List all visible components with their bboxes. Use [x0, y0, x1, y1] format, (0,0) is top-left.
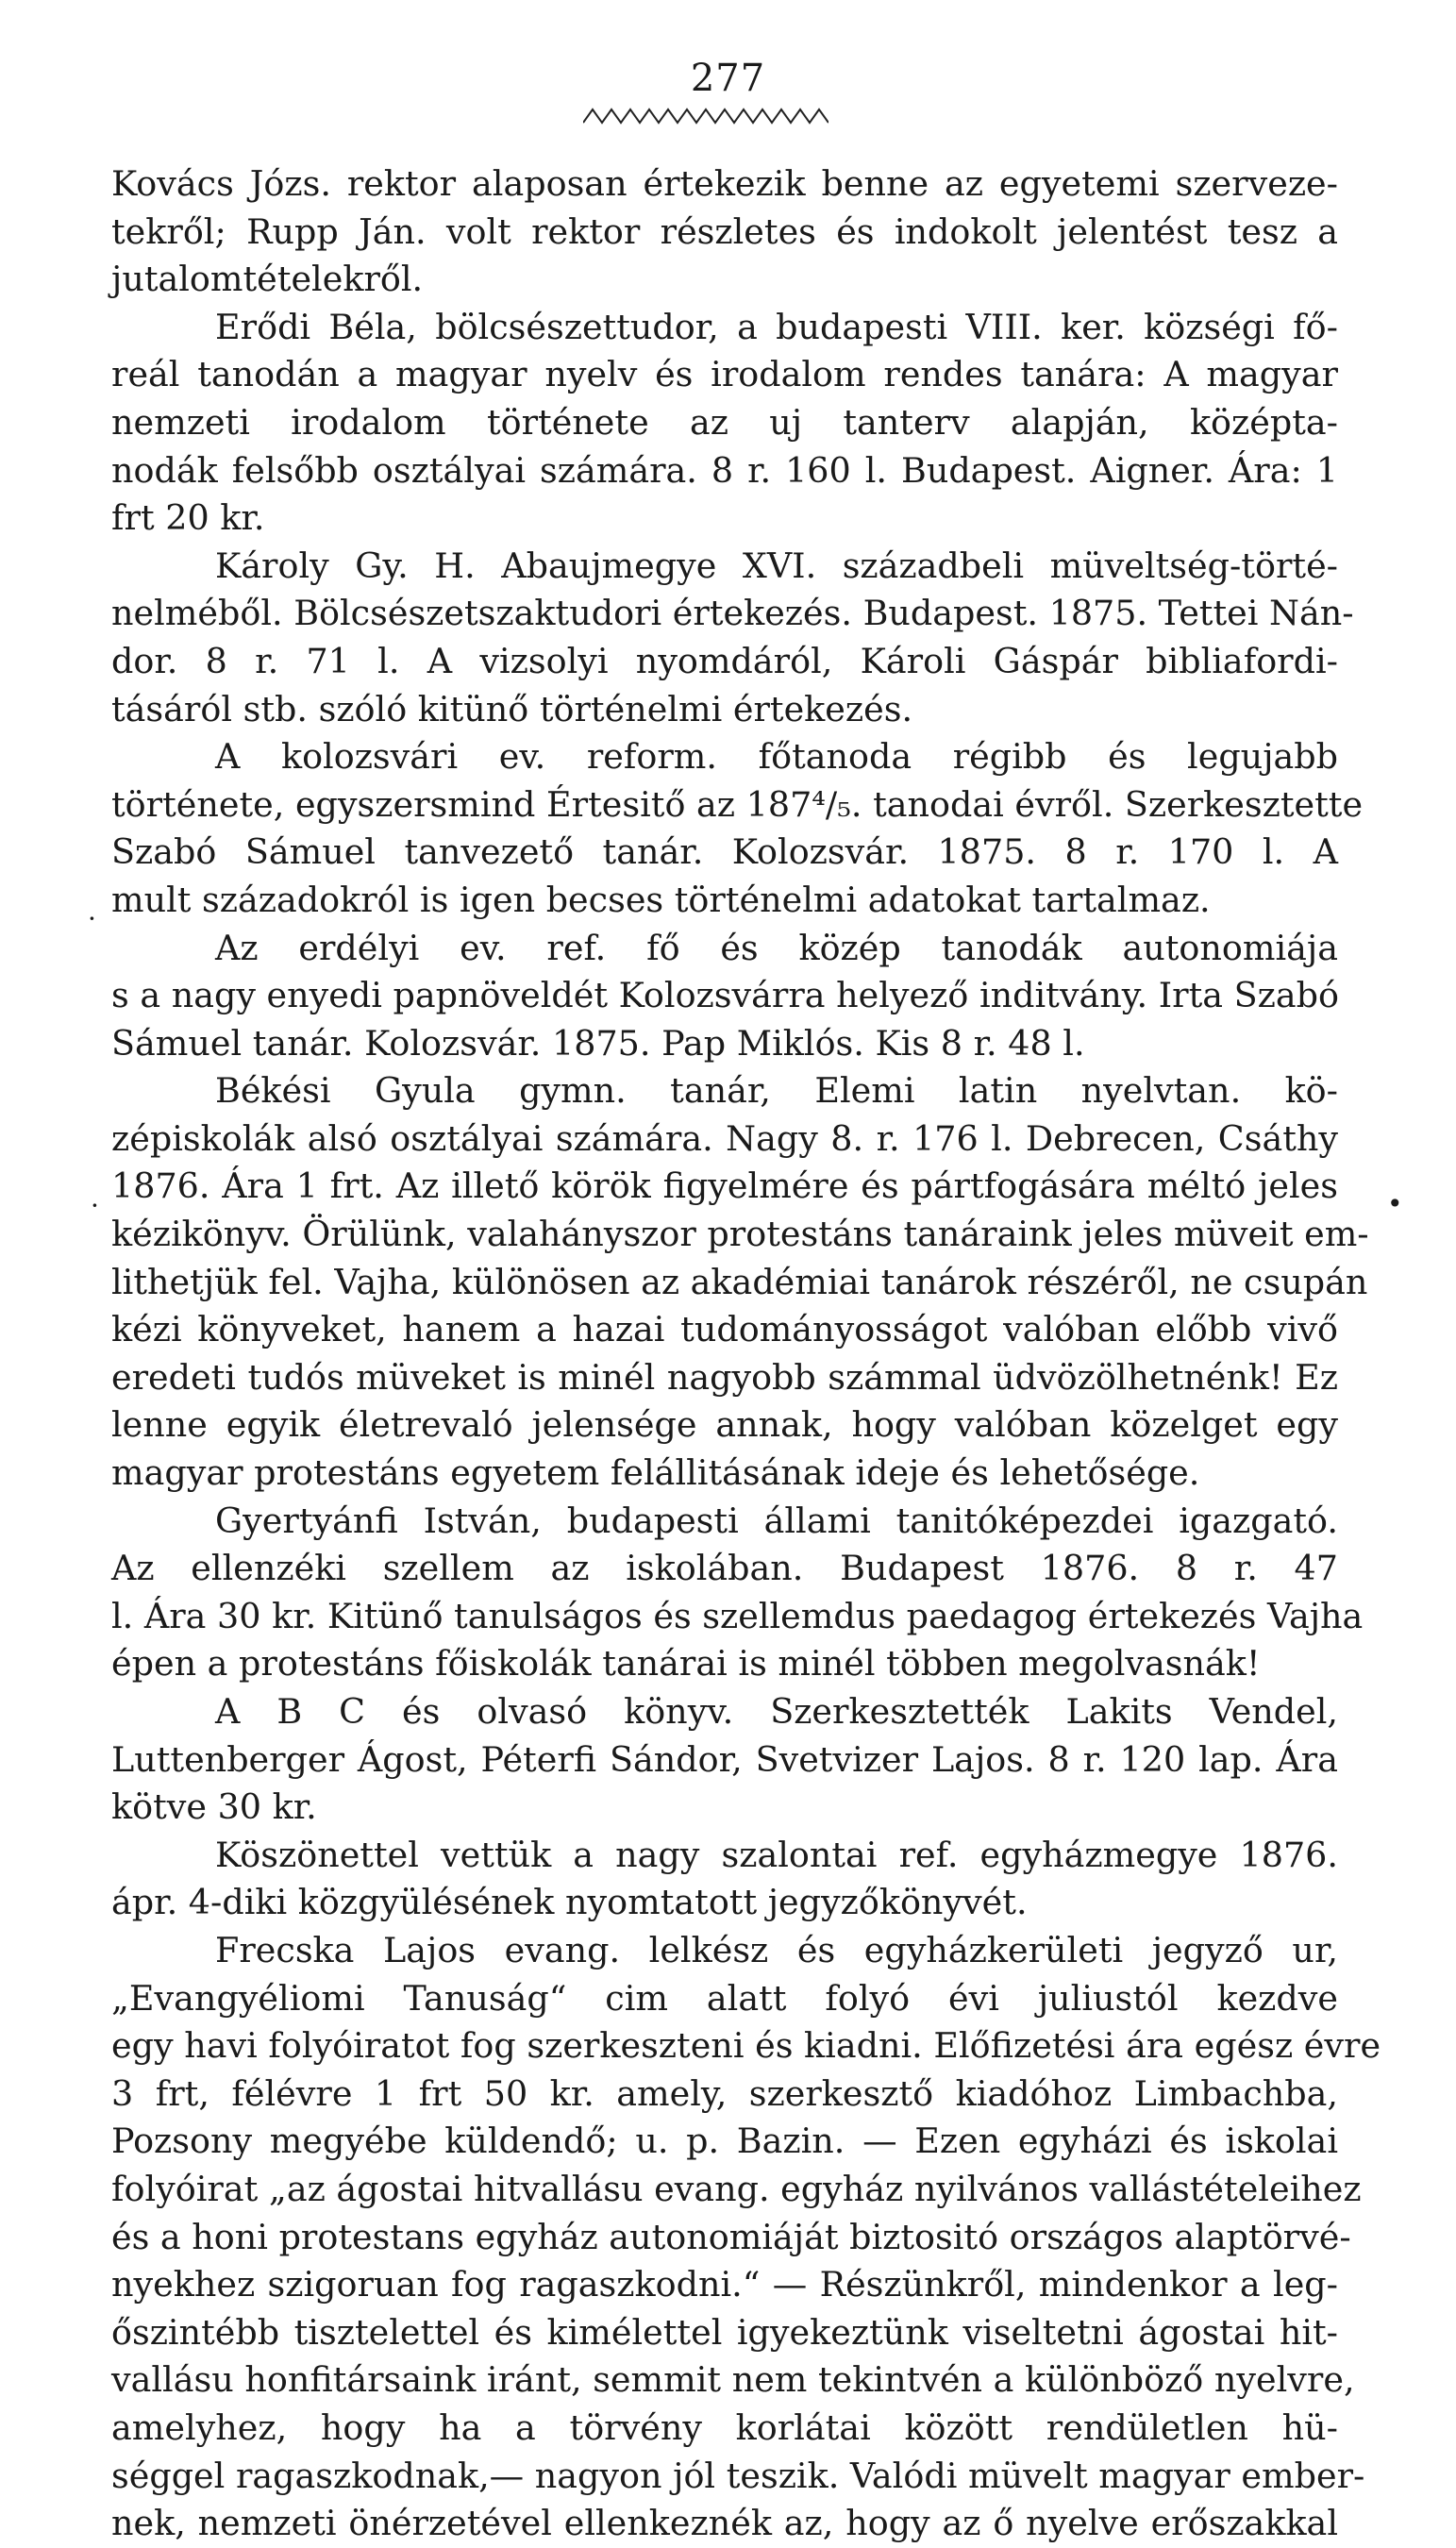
- text-line: 3 frt, félévre 1 frt 50 kr. amely, szerkesztő kiadóhoz Limbachba,: [111, 2072, 1338, 2114]
- text-line: eredeti tudós müveket is minél nagyobb számmal üdvözölhetnénk! Ez: [111, 1356, 1338, 1398]
- margin-dot: ·: [88, 903, 96, 934]
- text-line: Az ellenzéki szellem az iskolában. Budapest 1876. 8 r. 47: [111, 1548, 1338, 1589]
- text-line: Erődi Béla, bölcsészettudor, a budapesti VIII. ker. községi fő-: [215, 306, 1338, 347]
- text-line: „Evangyéliomi Tanuság“ cim alatt folyó évi juliustól kezdve: [111, 1977, 1338, 2019]
- text-line: vallásu honfitársaink iránt, semmit nem tekintvén a különböző nyelvre,: [111, 2359, 1355, 2401]
- text-line: nodák felsőbb osztályai számára. 8 r. 160 l. Budapest. Aigner. Ára: 1: [111, 449, 1338, 491]
- text-line: kötve 30 kr.: [111, 1786, 317, 1828]
- text-line: épen a protestáns főiskolák tanárai is minél többen megolvasnák!: [111, 1643, 1261, 1685]
- text-line: nyekhez szigoruan fog ragaszkodni.“ — Részünkről, mindenkor a leg-: [111, 2264, 1338, 2305]
- text-line: egy havi folyóiratot fog szerkeszteni és kiadni. Előfizetési ára egész évre: [111, 2025, 1381, 2067]
- text-line: tekről; Rupp Ján. volt rektor részletes és indokolt jelentést tesz a: [111, 210, 1338, 252]
- text-line: Frecska Lajos evang. lelkész és egyházkerületi jegyző ur,: [215, 1929, 1338, 1970]
- text-line: lenne egyik életrevaló jelensége annak, hogy valóban közelget egy: [111, 1404, 1338, 1446]
- text-line: Pozsony megyébe küldendő; u. p. Bazin. — Ezen egyházi és iskolai: [111, 2121, 1338, 2162]
- text-line: 1876. Ára 1 frt. Az illető körök figyelmére és pártfogására méltó jeles: [111, 1165, 1338, 1207]
- text-line: tásáról stb. szóló kitünő történelmi értekezés.: [111, 688, 913, 729]
- text-line: Károly Gy. H. Abaujmegye XVI. századbeli müveltség-törté-: [215, 545, 1338, 586]
- text-line: és a honi protestans egyház autonomiáját biztositó országos alaptörvé-: [111, 2216, 1351, 2257]
- text-line: története, egyszersmind Értesitő az 187⁴/₅. tanodai évről. Szerkesztette: [111, 783, 1364, 825]
- text-line: ápr. 4-diki közgyülésének nyomtatott jegyzőkönyvét.: [111, 1882, 1028, 1923]
- text-line: nelméből. Bölcsészetszaktudori értekezés. Budapest. 1875. Tettei Nán-: [111, 593, 1354, 634]
- text-line: őszintébb tisztelettel és kimélettel igyekeztünk viseltetni ágostai hit-: [111, 2311, 1338, 2353]
- text-line: Gyertyánfi István, budapesti állami tanitóképezdei igazgató.: [215, 1500, 1338, 1541]
- text-line: jutalomtételekről.: [111, 259, 424, 300]
- text-line: mult századokról is igen becses történelmi adatokat tartalmaz.: [111, 879, 1211, 920]
- text-line: l. Ára 30 kr. Kitünő tanulságos és szellemdus paedagog értekezés Vajha: [111, 1595, 1364, 1636]
- text-line: folyóirat „az ágostai hitvallásu evang. egyház nyilvános vallástételeihez: [111, 2168, 1362, 2209]
- text-line: kézi könyveket, hanem a hazai tudományosságot valóban előbb vivő: [111, 1309, 1338, 1350]
- text-line: magyar protestáns egyetem felállitásának ideje és lehetősége.: [111, 1452, 1200, 1494]
- text-line: Szabó Sámuel tanvezető tanár. Kolozsvár. 1875. 8 r. 170 l. A: [111, 831, 1338, 873]
- text-line: reál tanodán a magyar nyelv és irodalom rendes tanára: A magyar: [111, 354, 1338, 395]
- text-line: Luttenberger Ágost, Péterfi Sándor, Svetvizer Lajos. 8 r. 120 lap. Ára: [111, 1738, 1338, 1780]
- text-line: kézikönyv. Örülünk, valahányszor protestáns tanáraink jeles müveit em-: [111, 1214, 1369, 1255]
- text-line: zépiskolák alsó osztályai számára. Nagy 8. r. 176 l. Debrecen, Csáthy: [111, 1117, 1338, 1159]
- text-line: Az erdélyi ev. ref. fő és közép tanodák autonomiája: [215, 927, 1338, 968]
- text-line: s a nagy enyedi papnöveldét Kolozsvárra helyező inditvány. Irta Szabó: [111, 975, 1339, 1016]
- text-line: nemzeti irodalom története az uj tanterv alapján, középta-: [111, 401, 1338, 443]
- margin-dot: •: [1387, 1188, 1403, 1219]
- page-number: 277: [690, 57, 766, 100]
- text-line: A kolozsvári ev. reform. főtanoda régibb és legujabb: [215, 736, 1338, 778]
- text-line: Sámuel tanár. Kolozsvár. 1875. Pap Miklós. Kis 8 r. 48 l.: [111, 1022, 1085, 1064]
- text-line: séggel ragaszkodnak,— nagyon jól teszik. Valódi müvelt magyar ember-: [111, 2455, 1365, 2496]
- text-line: lithetjük fel. Vajha, különösen az akadémiai tanárok részéről, ne csupán: [111, 1261, 1368, 1302]
- text-line: dor. 8 r. 71 l. A vizsolyi nyomdáról, Károli Gáspár bibliafordi-: [111, 640, 1338, 681]
- text-line: Békési Gyula gymn. tanár, Elemi latin nyelvtan. kö-: [215, 1070, 1338, 1112]
- text-line: amelyhez, hogy ha a törvény korlátai között rendületlen hü-: [111, 2406, 1338, 2448]
- text-line: frt 20 kr.: [111, 497, 265, 539]
- text-line: A B C és olvasó könyv. Szerkesztették Lakits Vendel,: [215, 1691, 1338, 1732]
- text-line: Köszönettel vettük a nagy szalontai ref. egyházmegye 1876.: [215, 1834, 1338, 1875]
- text-line: nek, nemzeti önérzetével ellenkeznék az, hogy az ő nyelve erőszakkal: [111, 2503, 1338, 2544]
- text-line: Kovács Józs. rektor alaposan értekezik benne az egyetemi szerveze-: [111, 163, 1338, 204]
- wavy-ornament: [583, 102, 828, 130]
- margin-dot: ·: [91, 1190, 99, 1221]
- body-text: [111, 160, 1381, 2548]
